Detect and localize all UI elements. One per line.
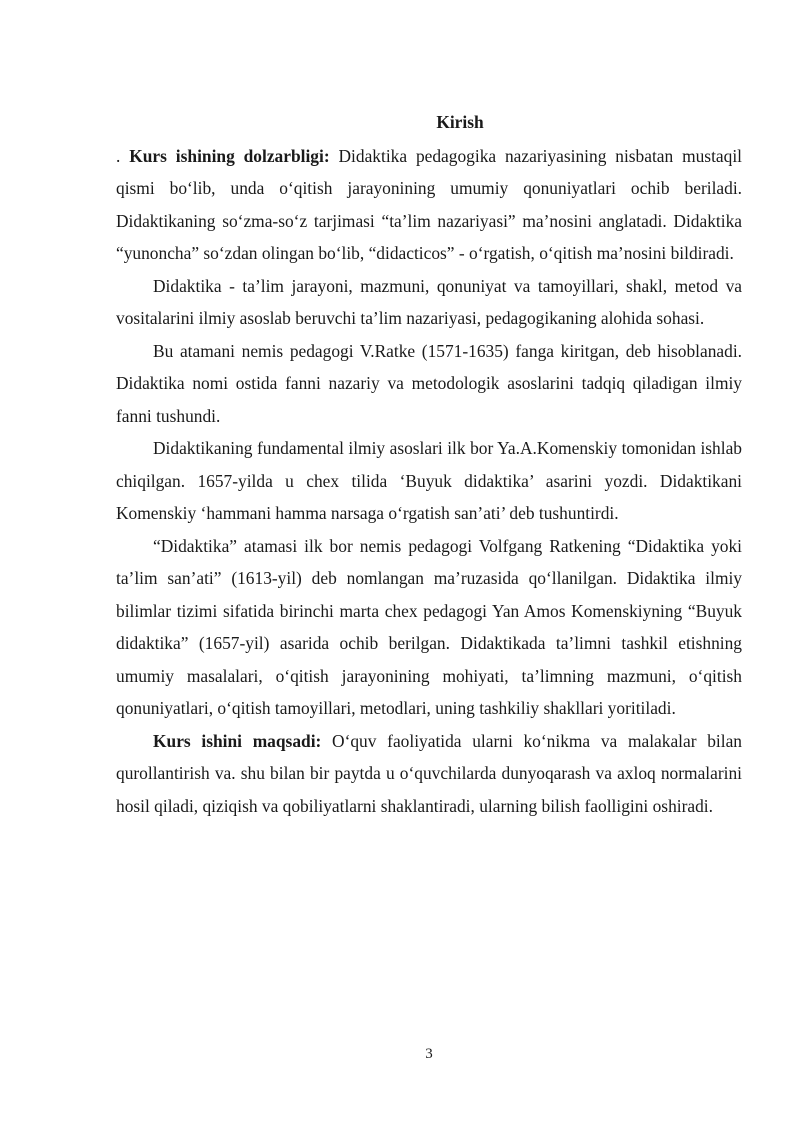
page-content	[116, 106, 742, 822]
paragraph-relevance	[116, 140, 742, 270]
paragraph-definition	[116, 270, 742, 335]
paragraph-text: O‘quv faoliyatida ularni ko‘nikma va malakalar bilan qurollantirish va. shu bilan bir paytda u o‘quvchilarda dunyoqarash va axloq normalarini hosil qiladi, qiziqish va qobiliyatlarni shaklantiradi, ularning bilish faolligini oshiradi.	[116, 730, 742, 816]
paragraph-text: “Didaktika” atamasi ilk bor nemis pedagogi Volfgang Ratkening “Didaktika yoki ta’lim san’ati” (1613-yil) deb nomlangan ma’ruzasida qo‘llanilgan. Didaktika ilmiy bilimlar tizimi sifatida birinchi marta chex pedagogi Yan Amos Komenskiyning “Buyuk didaktika” (1657-yil) asarida ochib berilgan. Didaktikada ta’limni tashkil etishning umumiy masalalari, o‘qitish jarayonining mohiyati, ta’limning mazmuni, o‘qitish qonuniyatlari, o‘qitish tamoyillari, metodlari, uning tashkiliy shakllari yoritiladi.	[116, 535, 742, 718]
paragraph-text: Didaktikaning fundamental ilmiy asoslari ilk bor Ya.A.Komenskiy tomonidan ishlab chiqilgan. 1657-yilda u chex tilida ‘Buyuk didaktika’ asarini yozdi. Didaktikani Komenskiy ‘hammani hamma narsaga o‘rgatish san’ati’ deb tushuntirdi.	[116, 438, 742, 523]
page-number: 3	[425, 1046, 433, 1062]
paragraph-text: Didaktika pedagogika nazariyasining nisbatan mustaqil qismi bo‘lib, unda o‘qitish jarayonining umumiy qonuniyatlari ochib beriladi. Didaktikaning so‘zma-so‘z tarjimasi “ta’lim nazariyasi” ma’nosini anglatadi. Didaktika “yunoncha” so‘zdan olingan bo‘lib, “didacticos” - o‘rgatish, o‘qitish ma’nosini bildiradi.	[116, 145, 742, 263]
paragraph-goal	[116, 725, 742, 823]
paragraph-text: Bu atamani nemis pedagogi V.Ratke (1571-1635) fanga kiritgan, deb hisoblanadi. Didaktika nomi ostida fanni nazariy va metodologik asoslarini tadqiq qiladigan ilmiy fanni tushundi.	[116, 340, 742, 426]
paragraph-ratke	[116, 335, 742, 433]
section-heading-goal: Kurs ishini maqsadi:	[153, 730, 322, 751]
paragraph-komenskiy	[116, 432, 742, 530]
paragraph-lead-mark: .	[116, 145, 130, 166]
paragraph-text: Didaktika - ta’lim jarayoni, mazmuni, qonuniyat va tamoyillari, shakl, metod va vositalarini ilmiy asoslab beruvchi ta’lim nazariyasi, pedagogikaning alohida sohasi.	[116, 275, 742, 328]
section-heading-relevance: Kurs ishining dolzarbligi:	[129, 145, 330, 166]
paragraph-history	[116, 530, 742, 725]
document-title: Kirish	[436, 112, 484, 132]
